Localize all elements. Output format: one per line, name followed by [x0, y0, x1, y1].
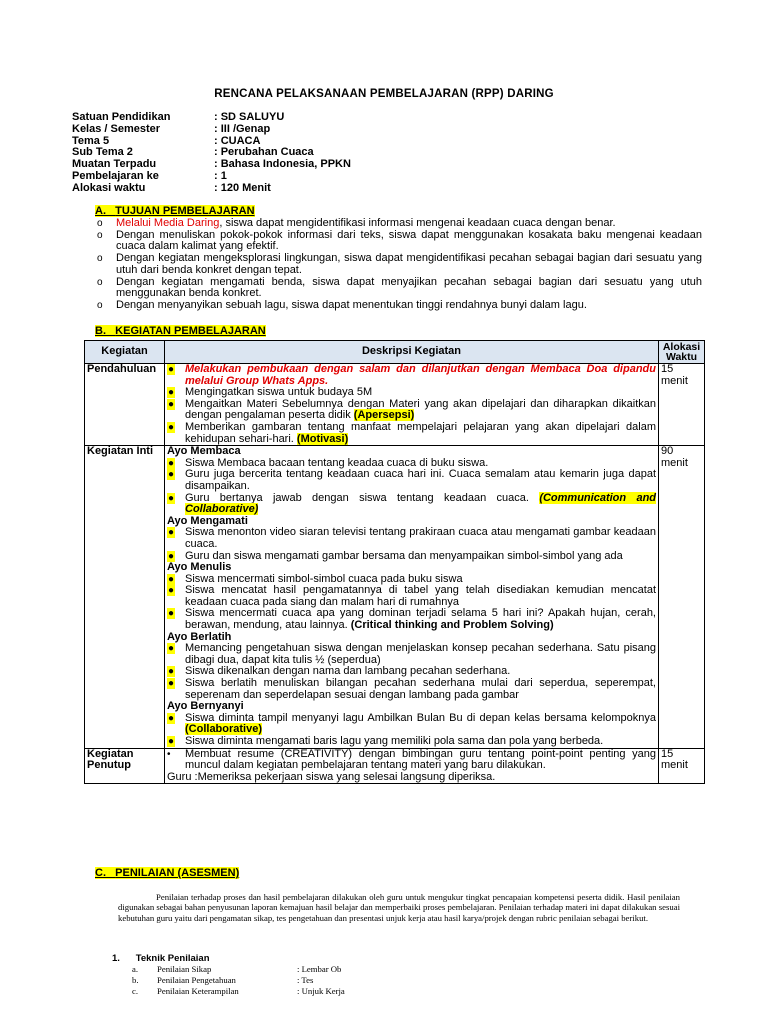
item-text: Mengingatkan siswa untuk budaya 5M: [185, 386, 373, 399]
header-deskripsi: Deskripsi Kegiatan: [165, 341, 659, 364]
item-text: Dengan menyanyikan sebuah lagu, siswa dapat menentukan tinggi rendahnya bunyi dalam lagu.: [116, 298, 587, 311]
item-text: Siswa diminta tampil menyanyi lagu Ambilkan Bulan Bu di depan kelas bersama kelompoknya: [185, 711, 656, 724]
list-item: [167, 678, 656, 701]
list-item: [97, 253, 702, 276]
item-text: Guru juga bercerita tentang keadaan cuaca hari ini. Cuaca semalam atau kemarin juga dapat disampaikan.: [185, 468, 656, 492]
circle-bullet-icon: o: [97, 276, 103, 288]
item-text: Memancing pengetahuan siswa dengan menjelaskan konsep pecahan sederhana. Satu pisang dibagi dua, dapat kita tulis ½ (seperdua): [185, 642, 656, 666]
teknik-list: [132, 964, 345, 997]
row-description: [165, 748, 659, 784]
item-text: Siswa menonton video siaran televisi tentang prakiraan cuaca atau mengamati gambar keadaan cuaca.: [185, 526, 656, 550]
identitas-key: Kelas / Semester: [72, 122, 161, 135]
item-text: Siswa berlatih menuliskan bilangan pecahan sederhana mulai dari seperdua, seperempat, seperenam dan seperdelapan sesuai dengan lambang pada gambar: [185, 677, 656, 701]
row-description: [165, 364, 659, 446]
circle-bullet-icon: o: [97, 229, 103, 241]
list-item: [167, 713, 656, 736]
tujuan-list: [97, 218, 702, 312]
item-tag: (Apersepsi): [353, 409, 415, 422]
item-value: : Tes: [297, 975, 314, 985]
bullet-icon: ●: [168, 712, 175, 724]
list-item: [132, 975, 345, 986]
list-item: [97, 218, 702, 230]
bullet-icon: ●: [168, 550, 175, 562]
kegiatan-table: [84, 340, 705, 784]
list-item: [167, 608, 656, 631]
bullet-icon: ●: [168, 736, 175, 747]
item-letter: c.: [132, 986, 139, 996]
bullet-icon: ●: [168, 608, 175, 620]
bullet-icon: ●: [168, 666, 175, 678]
identitas-key: Alokasi waktu: [72, 181, 146, 194]
circle-bullet-icon: o: [97, 218, 103, 229]
section-c-title: PENILAIAN (ASESMEN): [115, 867, 240, 879]
item-tag: (Collaborative): [185, 723, 263, 736]
table-header-row: [85, 341, 705, 364]
section-a-letter: A.: [95, 205, 106, 217]
item-name: Penilaian Sikap: [157, 964, 212, 974]
bullet-icon: ●: [168, 643, 175, 655]
list-item: [167, 551, 656, 563]
list-item: [97, 277, 702, 300]
identitas-row: [72, 171, 351, 183]
group-heading: Ayo Berlatih: [167, 630, 232, 643]
item-value: : Unjuk Kerja: [297, 986, 345, 996]
identitas-value: : SD SALUYU: [214, 111, 285, 123]
list-item: • Membuat resume (CREATIVITY) dengan bimbingan guru tentang point-point penting yang muncul dalam kegiatan pembelajaran tentang materi yang baru dilakukan.: [167, 747, 656, 772]
item-lead: Melalui Media Daring: [116, 217, 220, 229]
identitas-key: Pembelajaran ke: [72, 169, 159, 182]
row-label: Kegiatan Inti: [85, 446, 165, 748]
bullet-icon: ●: [168, 457, 175, 469]
identitas-key: Sub Tema 2: [72, 146, 133, 159]
teknik-heading: 1. Teknik Penilaian: [112, 953, 210, 964]
identitas-row: [72, 124, 351, 136]
section-a-heading: [95, 205, 255, 217]
item-text: Siswa mencatat hasil pengamatannya di tabel yang telah disediakan kemudian mencatat keadaan cuaca pada siang dan malam hari di rumahnya: [185, 584, 656, 608]
section-c-letter: C.: [95, 867, 106, 879]
list-item: [167, 422, 656, 445]
item-text: Melakukan pembukaan dengan salam dan dilanjutkan dengan Membaca Doa dipandu melalui Group Whats Apps.: [185, 363, 656, 387]
identitas-value: : 120 Menit: [214, 181, 271, 194]
group-heading: Ayo Menulis: [167, 561, 232, 574]
identitas-value: : Perubahan Cuaca: [214, 146, 314, 159]
list-item: [132, 986, 345, 997]
item-text: Dengan menuliskan pokok-pokok informasi dari teks, siswa dapat menggunakan kosakata baku mengenai keadaan cuaca dalam kalimat yang efektif.: [116, 228, 702, 253]
identitas-block: [72, 112, 351, 195]
table-row: [85, 364, 705, 446]
item-name: Penilaian Pengetahuan: [157, 975, 236, 985]
row-time: 90 menit: [659, 446, 705, 748]
item-text: Guru dan siswa mengamati gambar bersama dan menyampaikan simbol-simbol yang ada: [185, 549, 623, 562]
identitas-row: [72, 183, 351, 195]
list-item: [167, 469, 656, 492]
item-tag: (Critical thinking and Problem Solving): [350, 619, 554, 632]
item-text: Siswa dikenalkan dengan nama dan lambang pecahan sederhana.: [185, 665, 511, 678]
list-item: [167, 364, 656, 387]
bullet-icon: ●: [168, 573, 175, 585]
bullet-icon: ●: [168, 585, 175, 597]
item-letter: b.: [132, 975, 139, 985]
group-heading: Ayo Membaca: [167, 445, 241, 458]
list-item: [97, 300, 702, 312]
item-text: Membuat resume (CREATIVITY) dengan bimbingan guru tentang point-point penting yang muncul dalam kegiatan pembelajaran tentang materi yang baru dilakukan.: [185, 747, 656, 772]
item-text: , siswa dapat mengidentifikasi informasi mengenai keadaan cuaca dengan benar.: [219, 217, 616, 229]
item-text: Guru bertanya jawab dengan siswa tentang keadaan cuaca.: [185, 491, 540, 504]
item-value: : Lembar Ob: [297, 964, 342, 974]
identitas-key: Tema 5: [72, 134, 110, 147]
bullet-icon: ●: [168, 387, 175, 399]
bullet-icon: ●: [168, 421, 175, 433]
identitas-key: Muatan Terpadu: [72, 158, 157, 171]
list-item: [167, 527, 656, 550]
bullet-icon: ●: [168, 492, 175, 504]
section-b-title: KEGIATAN PEMBELAJARAN: [115, 325, 266, 337]
circle-bullet-icon: o: [97, 253, 103, 265]
header-kegiatan: Kegiatan: [85, 341, 165, 364]
penilaian-paragraph: Penilaian terhadap proses dan hasil pembelajaran dilakukan oleh guru untuk mengukur tingkat pencapaian kompetensi peserta didik. Hasil penilaian digunakan sebagai bahan penyusunan laporan kemajuan hasil belajar dan memperbaiki proses pembelajaran. Penilaian terhadap materi ini dapat dilakukan sesuai kebutuhan guru yaitu dari pengamatan sikap, tes pengetahuan dan presentasi unjuk kerja atau hasil karya/projek dengan rubric penilaian sebagai berikut.: [118, 892, 680, 923]
section-a-title: TUJUAN PEMBELAJARAN: [115, 205, 255, 217]
bullet-icon: ●: [168, 398, 175, 410]
circle-bullet-icon: o: [97, 299, 103, 311]
item-text: Dengan kegiatan mengeksplorasi lingkungan, siswa dapat mengidentifikasi pecahan sebagai bagian dari sesuatu yang utuh dari benda konkret dengan tepat.: [116, 252, 702, 276]
item-text: Memberikan gambaran tentang manfaat mempelajari pelajaran yang akan dipelajari dalam kehidupan sehari-hari.: [185, 420, 656, 445]
row-description: [165, 446, 659, 748]
section-b-letter: B.: [95, 325, 106, 337]
table-row: [85, 446, 705, 748]
section-b-heading: [95, 325, 266, 337]
item-name: Penilaian Keterampilan: [157, 986, 239, 996]
item-tag: (Motivasi): [296, 432, 349, 445]
item-text: Mengaitkan Materi Sebelumnya dengan Materi yang akan dipelajari dan diharapkan dikaitkan dengan pengalaman peserta didik: [185, 397, 656, 422]
page-title: RENCANA PELAKSANAAN PEMBELAJARAN (RPP) DARING: [214, 88, 554, 100]
identitas-value: : 1: [214, 169, 227, 182]
bullet-icon: ●: [168, 364, 175, 375]
row-time: 15 menit: [659, 748, 705, 784]
row-label: Pendahuluan: [85, 364, 165, 446]
item-text: Siswa diminta mengamati baris lagu yang memiliki pola sama dan pola yang berbeda.: [185, 735, 604, 747]
item-text: Siswa mencermati simbol-simbol cuaca pada buku siswa: [185, 572, 463, 585]
row-label: Kegiatan Penutup: [85, 748, 165, 784]
bullet-icon: ●: [168, 469, 175, 481]
list-item: [167, 399, 656, 422]
item-tag: (Communication and Collaborative): [185, 491, 657, 516]
header-alokasi: Alokasi Waktu: [659, 341, 705, 364]
identitas-value: : III /Genap: [214, 122, 271, 135]
item-text: Siswa mencermati cuaca apa yang dominan terjadi selama 5 hari ini? Apakah hujan, cerah, berawan, mendung, atau lainnya.: [185, 607, 656, 632]
list-item: [167, 736, 656, 748]
bullet-icon: ●: [168, 527, 175, 539]
list-item: [167, 643, 656, 666]
section-c-heading: [95, 867, 239, 879]
table-row: [85, 748, 705, 784]
item-text: Siswa Membaca bacaan tentang keadaa cuaca di buku siswa.: [185, 456, 489, 469]
group-heading: Ayo Bernyanyi: [167, 700, 244, 713]
identitas-value: : Bahasa Indonesia, PPKN: [214, 158, 351, 171]
list-item: [132, 964, 345, 975]
item-text: Dengan kegiatan mengamati benda, siswa dapat menyajikan pecahan sebagai bagian dari sesuatu yang utuh menggunakan benda konkret.: [116, 275, 702, 300]
group-heading: Ayo Mengamati: [167, 514, 248, 527]
bullet-icon: ●: [168, 678, 175, 690]
row-time: 15 menit: [659, 364, 705, 446]
list-item: [167, 493, 656, 516]
identitas-key: Satuan Pendidikan: [72, 111, 171, 123]
list-item: [97, 230, 702, 253]
item-letter: a.: [132, 964, 139, 974]
identitas-value: : CUACA: [214, 134, 261, 147]
list-item: [167, 585, 656, 608]
penutup-footer: Guru :Memeriksa pekerjaan siswa yang selesai langsung diperiksa.: [167, 770, 496, 783]
